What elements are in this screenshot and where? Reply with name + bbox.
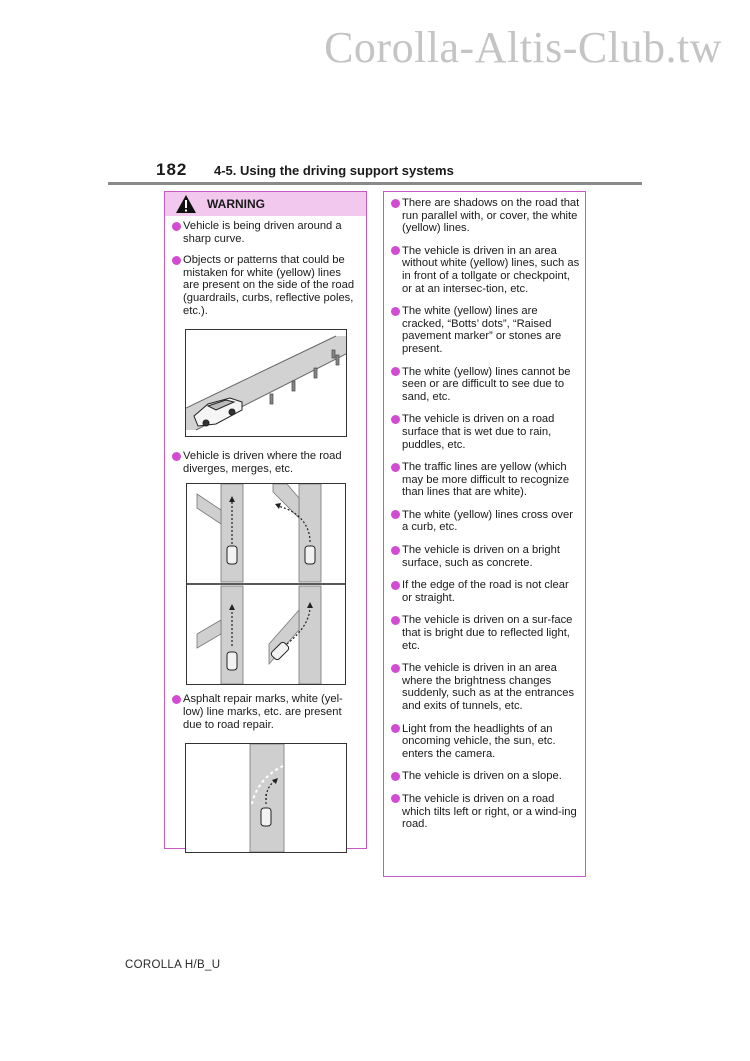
list-item: The vehicle is driven on a slope. (388, 770, 581, 783)
list-item: Vehicle is driven where the road diverges, merges, etc. (169, 450, 360, 475)
warning-box-left (164, 191, 367, 849)
list-item: The vehicle is driven in an area where the brightness changes suddenly, such as at the entrances and exits of tunnels, etc. (388, 662, 581, 712)
header-rule (108, 182, 642, 185)
list-item: There are shadows on the road that run parallel with, or cover, the white (yellow) lines. (388, 197, 581, 235)
bullet-dot (391, 463, 400, 472)
bullet-dot (391, 794, 400, 803)
list-item: The white (yellow) lines cross over a curb, etc. (388, 509, 581, 534)
warning-label: WARNING (207, 197, 265, 211)
bullet-dot (391, 510, 400, 519)
list-item: The white (yellow) lines are cracked, “Botts’ dots”, “Raised pavement marker” or stones are present. (388, 305, 581, 355)
warning-header (165, 192, 366, 216)
warning-box-right (383, 191, 586, 877)
bullet-dot (391, 664, 400, 673)
bullet-dot (391, 199, 400, 208)
bullet-dot (172, 256, 181, 265)
list-item: The white (yellow) lines cannot be seen or are difficult to see due to sand, etc. (388, 366, 581, 404)
section-title: 4-5. Using the driving support systems (214, 163, 454, 178)
bullet-dot (391, 546, 400, 555)
illustration-curve-poles (185, 329, 347, 437)
bullet-dot (391, 367, 400, 376)
list-item: The vehicle is driven on a road surface that is wet due to rain, puddles, etc. (388, 413, 581, 451)
list-item: Objects or patterns that could be mistaken for white (yellow) lines are present on the side of the road (guardrails, curbs, reflective poles, etc.). (169, 254, 360, 317)
list-item: The vehicle is driven on a road which tilts left or right, or a wind-ing road. (388, 793, 581, 831)
list-item: If the edge of the road is not clear or straight. (388, 579, 581, 604)
page-header (108, 160, 642, 186)
bullet-dot (391, 415, 400, 424)
bullet-dot (172, 695, 181, 704)
illustration-diverge-merge (186, 483, 346, 685)
list-item: The vehicle is driven on a bright surface, such as concrete. (388, 544, 581, 569)
list-item: Asphalt repair marks, white (yel-low) line marks, etc. are present due to road repair. (169, 693, 360, 731)
bullet-dot (391, 246, 400, 255)
watermark: Corolla-Altis-Club.tw (324, 23, 722, 72)
warning-triangle-icon (175, 194, 197, 214)
list-item: The traffic lines are yellow (which may be more difficult to recognize than lines that are white). (388, 461, 581, 499)
bullet-dot (391, 724, 400, 733)
list-item: The vehicle is driven on a sur-face that is bright due to reflected light, etc. (388, 614, 581, 652)
bullet-dot (391, 581, 400, 590)
list-item: Vehicle is being driven around a sharp curve. (169, 220, 360, 245)
bullet-dot (391, 307, 400, 316)
bullet-dot (172, 452, 181, 461)
list-item: Light from the headlights of an oncoming vehicle, the sun, etc. enters the camera. (388, 723, 581, 761)
page-number: 182 (156, 160, 188, 179)
bullet-dot (391, 616, 400, 625)
list-item: The vehicle is driven in an area without white (yellow) lines, such as in front of a tollgate or checkpoint, or at an intersec-tion, etc. (388, 245, 581, 295)
illustration-repair-marks (185, 743, 347, 853)
footer-model-code: COROLLA H/B_U (125, 959, 221, 971)
bullet-dot (172, 222, 181, 231)
bullet-dot (391, 772, 400, 781)
